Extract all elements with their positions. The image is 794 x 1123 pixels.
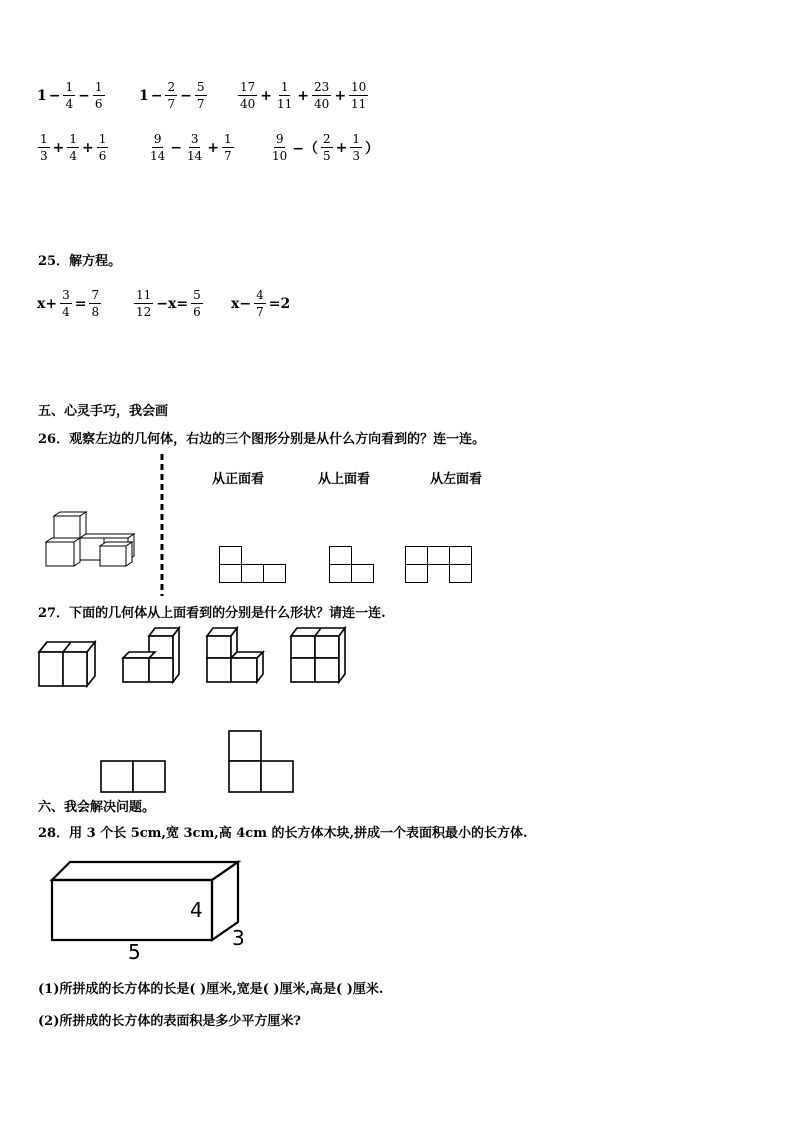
q28-dim-width-label: 3 <box>232 926 245 950</box>
numerator: 1 <box>69 132 78 146</box>
math-operator: + <box>207 139 220 156</box>
numerator: 9 <box>153 132 162 146</box>
q28-part2: (2)所拼成的长方体的表面积是多少平方厘米? <box>38 1014 301 1029</box>
math-operator: 1 <box>139 87 149 104</box>
numerator: 2 <box>323 132 331 146</box>
q28-title: 28．用 3 个长 5cm,宽 3cm,高 4cm 的长方体木块,拼成一个表面积最小的长方体. <box>38 826 528 841</box>
denominator: 40 <box>240 97 256 111</box>
math-operator: − <box>150 87 163 104</box>
q27-solid-1 <box>37 642 101 688</box>
fraction <box>222 132 234 163</box>
numerator: 1 <box>98 132 107 146</box>
denominator: 12 <box>136 305 152 319</box>
fraction <box>350 132 362 163</box>
section6-heading: 六、我会解决问题。 <box>38 800 156 815</box>
numerator: 1 <box>65 80 74 94</box>
fraction <box>349 80 368 111</box>
fraction <box>321 132 333 163</box>
denominator: 6 <box>98 149 107 163</box>
math-operator: + <box>297 87 310 104</box>
q27-title: 27．下面的几何体从上面看到的分别是什么形状？请连一连. <box>38 606 386 621</box>
q26-view-shape-c <box>405 546 475 586</box>
q27-shape-two-squares <box>100 760 166 794</box>
numerator: 1 <box>40 132 48 146</box>
denominator: 7 <box>196 97 205 111</box>
q28-cuboid-figure <box>48 858 258 962</box>
numerator: 10 <box>351 80 367 94</box>
denominator: 7 <box>224 149 232 163</box>
q28-part1: (1)所拼成的长方体的长是( )厘米,宽是( )厘米,高是( )厘米. <box>38 982 384 997</box>
calc-row1-expr2 <box>138 80 209 111</box>
math-operator: −（ <box>292 140 319 157</box>
fraction <box>165 80 177 111</box>
math-operator: −x= <box>156 295 189 312</box>
fraction <box>63 80 75 111</box>
denominator: 6 <box>193 305 201 319</box>
math-operator: + <box>52 139 65 156</box>
calc-row2-expr2 <box>146 132 236 163</box>
math-operator: − <box>78 87 90 104</box>
math-operator: = <box>74 295 87 312</box>
denominator: 11 <box>351 97 367 111</box>
fraction <box>185 132 204 163</box>
q27-solid-2 <box>121 624 185 688</box>
denominator: 5 <box>323 149 331 163</box>
fraction <box>270 132 289 163</box>
q26-dashed-divider <box>159 454 165 596</box>
numerator: 5 <box>193 288 201 302</box>
numerator: 1 <box>94 80 103 94</box>
denominator: 40 <box>314 97 330 111</box>
math-operator: x− <box>231 295 252 312</box>
calc-row1-expr3 <box>236 80 370 111</box>
q27-shape-l-three-squares <box>228 730 294 794</box>
math-operator: − <box>170 139 183 156</box>
numerator: 23 <box>314 80 330 94</box>
fraction <box>97 132 109 163</box>
math-operator: =2 <box>268 295 291 312</box>
denominator: 8 <box>91 305 100 319</box>
math-operator: + <box>335 139 348 156</box>
math-operator: + <box>334 87 347 104</box>
numerator: 9 <box>275 132 284 146</box>
denominator: 3 <box>40 149 48 163</box>
fraction <box>93 80 105 111</box>
denominator: 3 <box>352 149 361 163</box>
q28-dim-length-label: 5 <box>128 940 141 964</box>
q26-solid-figure <box>42 512 142 572</box>
numerator: 17 <box>240 80 256 94</box>
denominator: 6 <box>94 97 103 111</box>
math-operator: − <box>180 87 192 104</box>
fraction <box>254 288 266 319</box>
numerator: 7 <box>91 288 100 302</box>
math-operator: + <box>82 139 94 156</box>
math-operator: x+ <box>37 295 58 312</box>
numerator: 3 <box>190 132 199 146</box>
q26-title: 26．观察左边的几何体，右边的三个图形分别是从什么方向看到的？连一连。 <box>38 432 486 447</box>
math-operator: ） <box>365 140 380 157</box>
denominator: 4 <box>69 149 78 163</box>
numerator: 1 <box>224 132 232 146</box>
q26-view-top-label: 从上面看 <box>318 472 371 487</box>
calc-row2-expr3 <box>268 132 380 163</box>
denominator: 7 <box>256 305 264 319</box>
fraction <box>275 80 294 111</box>
q27-solid-4 <box>289 624 353 688</box>
q27-solid-3 <box>205 624 269 688</box>
math-operator: − <box>48 87 61 104</box>
q26-view-left-label: 从左面看 <box>430 472 483 487</box>
fraction <box>312 80 331 111</box>
q28-dim-height-label: 4 <box>190 898 203 922</box>
q25-equation-1 <box>36 288 103 319</box>
q26-view-front-label: 从正面看 <box>212 472 265 487</box>
q25-equation-3 <box>230 288 291 319</box>
denominator: 7 <box>167 97 176 111</box>
denominator: 10 <box>272 149 288 163</box>
denominator: 14 <box>187 149 203 163</box>
math-operator: 1 <box>37 87 47 104</box>
numerator: 2 <box>167 80 176 94</box>
q25-equation-2 <box>132 288 205 319</box>
q26-view-shape-a <box>219 546 289 586</box>
numerator: 11 <box>136 288 152 302</box>
fraction <box>67 132 79 163</box>
fraction <box>148 132 167 163</box>
section5-heading: 五、心灵手巧，我会画 <box>38 404 169 419</box>
calc-row1-expr1 <box>36 80 107 111</box>
denominator: 4 <box>65 97 74 111</box>
numerator: 3 <box>62 288 70 302</box>
q25-title: 25．解方程。 <box>38 254 122 269</box>
fraction <box>191 288 203 319</box>
fraction <box>195 80 207 111</box>
fraction <box>238 80 257 111</box>
q26-view-shape-b <box>329 546 379 586</box>
numerator: 1 <box>280 80 289 94</box>
numerator: 4 <box>256 288 264 302</box>
numerator: 5 <box>196 80 205 94</box>
denominator: 4 <box>62 305 70 319</box>
fraction <box>134 288 153 319</box>
calc-row2-expr1 <box>36 132 110 163</box>
numerator: 1 <box>352 132 361 146</box>
fraction <box>89 288 101 319</box>
denominator: 14 <box>150 149 166 163</box>
denominator: 11 <box>277 97 293 111</box>
fraction <box>60 288 72 319</box>
fraction <box>38 132 50 163</box>
math-operator: + <box>260 87 273 104</box>
